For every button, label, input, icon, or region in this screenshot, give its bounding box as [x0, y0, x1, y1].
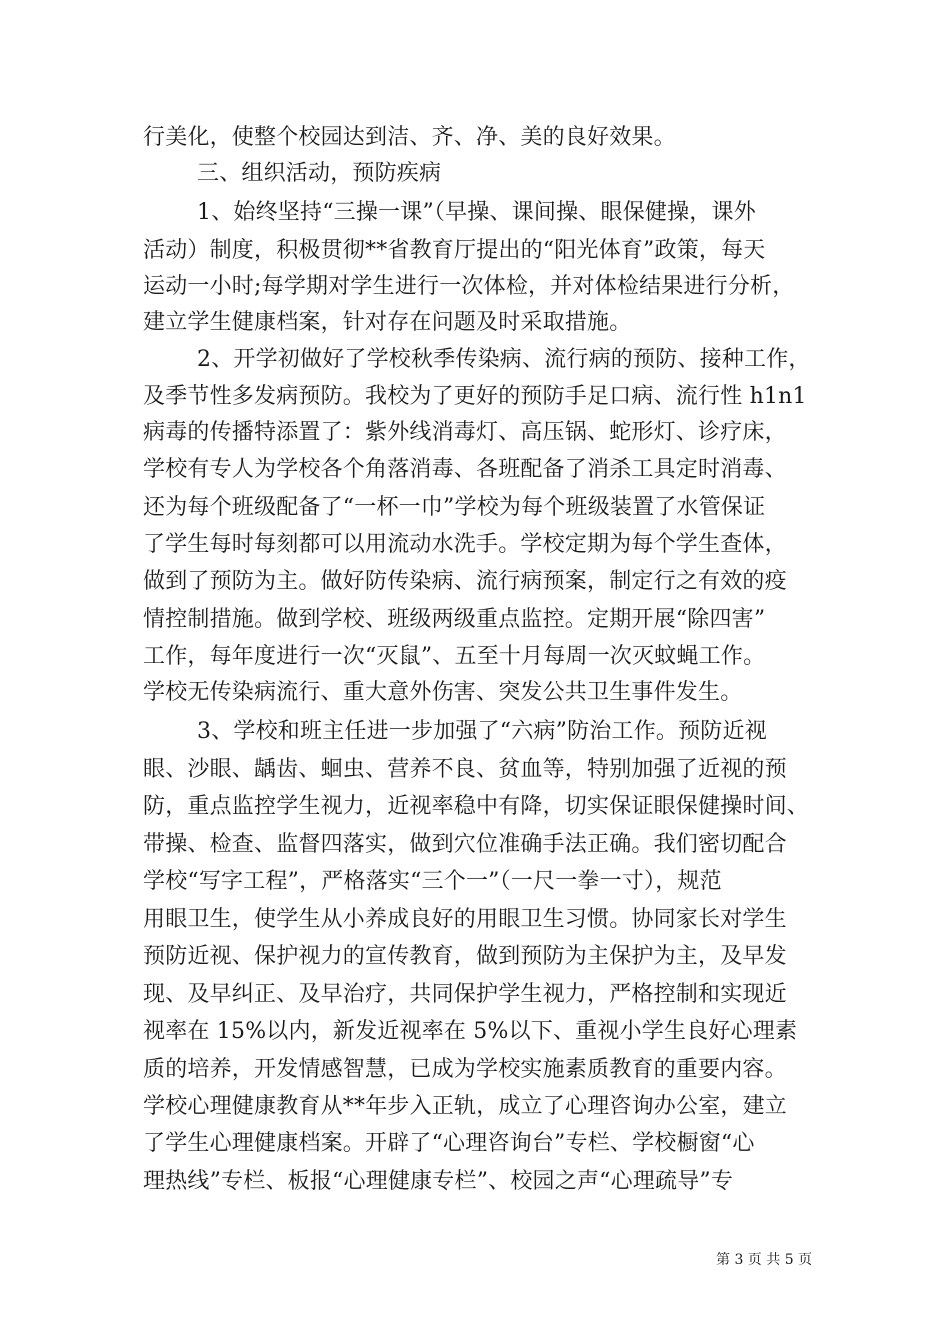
text-line-7: 2、开学初做好了学校秋季传染病、流行病的预防、接种工作， — [197, 347, 811, 372]
text-line-10: 学校有专人为学校各个角落消毒、各班配备了消杀工具定时消毒、 — [143, 457, 787, 482]
text-line-29: 理热线”专栏、板报“心理健康专栏”、校园之声“心理疏导”专 — [143, 1169, 734, 1194]
text-line-27: 学校心理健康教育从**年步入正轨，成立了心理咨询办公室，建立 — [143, 1094, 788, 1119]
text-line-13: 做到了预防为主。做好防传染病、流行病预案，制定行之有效的疫 — [143, 569, 787, 594]
text-line-24: 现、及早纠正、及早治疗，共同保护学生视力，严格控制和实现近 — [143, 982, 787, 1007]
text-line-17: 3、学校和班主任进一步加强了“六病”防治工作。预防近视 — [197, 719, 767, 744]
text-line-5: 运动一小时;每学期对学生进行一次体检，并对体检结果进行分析， — [143, 274, 795, 299]
text-line-11: 还为每个班级配备了“一杯一巾”学校为每个班级装置了水管保证 — [143, 495, 766, 520]
text-line-8: 及季节性多发病预防。我校为了更好的预防手足口病、流行性 h1n1 — [143, 384, 807, 409]
page-number-footer: 第 3 页 共 5 页 — [716, 1252, 813, 1268]
text-line-1: 行美化，使整个校园达到洁、齐、净、美的良好效果。 — [143, 125, 676, 150]
text-line-22: 用眼卫生，使学生从小养成良好的用眼卫生习惯。协同家长对学生 — [143, 907, 787, 932]
text-line-16: 学校无传染病流行、重大意外伤害、突发公共卫生事件发生。 — [143, 680, 743, 705]
text-line-12: 了学生每时每刻都可以用流动水洗手。学校定期为每个学生查体， — [143, 532, 787, 557]
text-line-15: 工作，每年度进行一次“灭鼠”、五至十月每周一次灭蚊蝇工作。 — [143, 644, 766, 669]
text-line-23: 预防近视、保护视力的宣传教育，做到预防为主保护为主，及早发 — [143, 944, 787, 969]
text-line-4: 活动）制度，积极贯彻**省教育厅提出的“阳光体育”政策，每天 — [143, 238, 766, 263]
text-line-14: 情控制措施。做到学校、班级两级重点监控。定期开展“除四害” — [143, 607, 766, 632]
text-line-3: 1、始终坚持“三操一课”（早操、课间操、眼保健操，课外 — [197, 200, 756, 225]
text-line-18: 眼、沙眼、龋齿、蛔虫、营养不良、贫血等，特别加强了近视的预 — [143, 757, 787, 782]
text-line-20: 带操、检查、监督四落实，做到穴位准确手法正确。我们密切配合 — [143, 832, 787, 857]
text-line-6: 建立学生健康档案，针对存在问题及时采取措施。 — [143, 310, 632, 335]
text-line-19: 防，重点监控学生视力，近视率稳中有降，切实保证眼保健操时间、 — [143, 794, 810, 819]
text-line-21: 学校“写字工程”，严格落实“三个一”（一尺一拳一寸），规范 — [143, 869, 722, 894]
section-heading: 三、组织活动，预防疾病 — [197, 161, 442, 186]
text-line-28: 了学生心理健康档案。开辟了“心理咨询台”专栏、学校橱窗“心 — [143, 1131, 755, 1156]
text-line-25: 视率在 15%以内，新发近视率在 5%以下、重视小学生良好心理素 — [143, 1019, 798, 1044]
text-line-26: 质的培养，开发情感智慧，已成为学校实施素质教育的重要内容。 — [143, 1057, 787, 1082]
text-line-9: 病毒的传播特添置了：紫外线消毒灯、高压锅、蛇形灯、诊疗床， — [143, 420, 787, 445]
